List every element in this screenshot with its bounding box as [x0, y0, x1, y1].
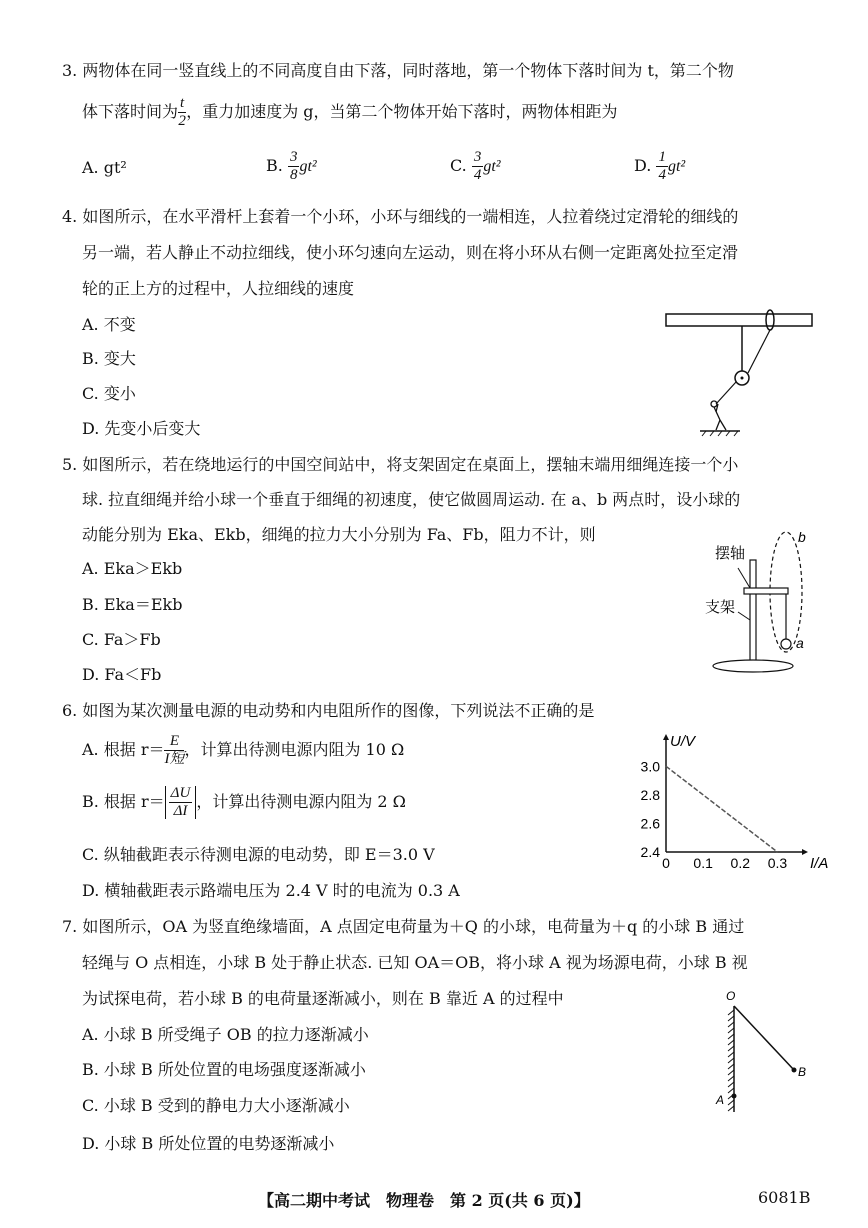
- option-text: ，计算出待测电源内阻为 2 Ω: [196, 792, 406, 811]
- q4-option-d[interactable]: D. 先变小后变大: [82, 419, 201, 438]
- hatch-line: [728, 1058, 734, 1063]
- q4-stem-line2: 另一端，若人静止不动拉细线，使小环匀速向左运动，则在将小环从右侧一定距离处拉至定滑: [82, 243, 739, 262]
- frac-numerator: 3: [289, 149, 298, 165]
- option-label: B.: [266, 156, 283, 175]
- q6-option-c[interactable]: C. 纵轴截距表示待测电源的电动势，即 E＝3.0 V: [82, 845, 435, 864]
- hatch-line: [728, 1052, 734, 1057]
- q7-option-b[interactable]: B. 小球 B 所处位置的电场强度逐渐减小: [82, 1060, 366, 1079]
- frac-numerator: E: [164, 734, 184, 751]
- label-a: a: [796, 635, 804, 651]
- frac-numerator: 1: [658, 149, 666, 165]
- option-fraction: [169, 786, 193, 819]
- ball-b: [792, 1068, 797, 1073]
- y-axis-label: U/V: [670, 733, 696, 750]
- q4-option-a[interactable]: A. 不变: [82, 315, 136, 334]
- y-tick-label: 2.6: [640, 815, 660, 832]
- q3-option-d[interactable]: [634, 150, 685, 183]
- q7-wall-figure: [712, 986, 812, 1136]
- ring: [766, 310, 774, 330]
- frac-denominator: 2: [178, 113, 186, 129]
- x-tick-label: 0.3: [767, 855, 788, 871]
- x-axis-arrow: [802, 849, 808, 855]
- q5-option-b[interactable]: B. Eka＝Ekb: [82, 595, 183, 614]
- frac-denominator: I短: [164, 751, 185, 767]
- q7-stem-line3: 为试探电荷，若小球 B 的电荷量逐渐减小，则在 B 靠近 A 的过程中: [82, 989, 564, 1008]
- pivot-axis: [744, 588, 788, 594]
- q6-option-a[interactable]: [82, 734, 404, 767]
- option-fraction: [164, 734, 184, 767]
- q3-option-c[interactable]: [450, 150, 501, 183]
- hatch-line: [728, 1076, 734, 1081]
- series-line: [666, 766, 777, 852]
- hatch-line: [728, 1022, 734, 1027]
- q7-option-a[interactable]: A. 小球 B 所受绳子 OB 的拉力逐渐减小: [82, 1025, 369, 1044]
- stand-base: [713, 660, 793, 672]
- q6-stem: 6. 如图为某次测量电源的电动势和内电阻所作的图像，下列说法不正确的是: [62, 701, 595, 720]
- q5-stem-line1: 5. 如图所示，若在绕地运行的中国空间站中，将支架固定在桌面上，摆轴末端用细绳连接一个小: [62, 455, 739, 474]
- q5-option-d[interactable]: D. Fa＜Fb: [82, 665, 162, 684]
- option-fraction: [656, 150, 668, 183]
- x-tick-label: 0.1: [693, 855, 713, 871]
- pulley-axle: [741, 377, 744, 380]
- option-text: ，计算出待测电源内阻为 10 Ω: [184, 740, 405, 759]
- x-tick-label: 0: [662, 855, 670, 871]
- hatch-line: [728, 1070, 734, 1075]
- label-a: A: [716, 1093, 725, 1107]
- q3-stem-line1: 3. 两物体在同一竖直线上的不同高度自由下落，同时落地，第一个物体下落时间为 t，第二个物: [62, 61, 734, 80]
- hatch-line: [728, 1100, 734, 1105]
- thread: [716, 382, 736, 404]
- y-tick-label: 2.8: [640, 786, 660, 803]
- q7-option-d[interactable]: D. 小球 B 所处位置的电势逐渐减小: [82, 1134, 335, 1153]
- thread: [748, 330, 770, 373]
- page-code: 6081B: [758, 1188, 811, 1207]
- hatch-line: [728, 1088, 734, 1093]
- ball-a: [732, 1094, 737, 1099]
- hatch-line: [728, 1034, 734, 1039]
- q6-ui-chart: [628, 732, 829, 872]
- frac-denominator: 4: [658, 167, 666, 183]
- label-leader: [738, 568, 750, 588]
- label-axis: 摆轴: [714, 545, 746, 562]
- rope-ob: [734, 1006, 794, 1070]
- person-icon: [711, 401, 726, 430]
- option-expr: gt²: [483, 158, 501, 175]
- hatch-line: [728, 1082, 734, 1087]
- option-text: A. 根据 r＝: [82, 740, 165, 759]
- frac-denominator: ΔI: [173, 803, 188, 819]
- option-fraction: [288, 150, 300, 183]
- q3-option-b[interactable]: [266, 150, 317, 183]
- q3-stem-line2: [82, 96, 618, 129]
- q4-stem-line1: 4. 如图所示，在水平滑杆上套着一个小环，小环与细线的一端相连，人拉着绕过定滑轮的细线的: [62, 207, 739, 226]
- option-expr: gt²: [667, 158, 686, 175]
- q7-stem-line1: 7. 如图所示，OA 为竖直绝缘墙面，A 点固定电荷量为＋Q 的小球，电荷量为＋q 的小球 B 通过: [62, 917, 745, 936]
- frac-numerator: ΔU: [170, 785, 191, 801]
- option-label: C.: [450, 156, 467, 175]
- y-axis-arrow: [663, 734, 669, 740]
- q3-text: ，重力加速度为 g，当第二个物体开始下落时，两物体相距为: [186, 102, 618, 121]
- frac-denominator: 4: [473, 167, 482, 183]
- option-fraction: [472, 150, 484, 183]
- option-text: B. 根据 r＝: [82, 792, 165, 811]
- label-b: B: [798, 1065, 807, 1079]
- q3-fraction: [178, 96, 186, 129]
- frac-numerator: t: [180, 95, 185, 111]
- q3-text: 体下落时间为: [82, 102, 179, 121]
- option-expr: gt²: [299, 158, 317, 175]
- q4-option-b[interactable]: B. 变大: [82, 349, 136, 368]
- q5-option-a[interactable]: A. Eka＞Ekb: [82, 559, 183, 578]
- hatch-line: [728, 1016, 734, 1021]
- q5-stem-line3: 动能分别为 Eka、Ekb，细绳的拉力大小分别为 Fa、Fb，阻力不计，则: [82, 525, 596, 544]
- label-leader: [738, 612, 750, 620]
- q7-stem-line2: 轻绳与 O 点相连，小球 B 处于静止状态. 已知 OA＝OB，将小球 A 视为场源电荷，小球 B 视: [82, 953, 748, 972]
- q6-option-b[interactable]: [82, 786, 406, 819]
- q5-option-c[interactable]: C. Fa＞Fb: [82, 630, 161, 649]
- q4-option-c[interactable]: C. 变小: [82, 384, 136, 403]
- hatch-line: [728, 1046, 734, 1051]
- q5-pendulum-figure: [704, 520, 818, 680]
- hatch-line: [728, 1064, 734, 1069]
- q3-option-a[interactable]: A. gt²: [82, 158, 127, 177]
- page-footer-title: 【高二期中考试 物理卷 第 2 页(共 6 页)】: [258, 1191, 590, 1210]
- q4-stem-line3: 轮的正上方的过程中，人拉细线的速度: [82, 279, 355, 298]
- q4-pulley-figure: [660, 300, 820, 440]
- q5-stem-line2: 球. 拉直细绳并给小球一个垂直于细绳的初速度，使它做圆周运动. 在 a、b 两点时，设小球的: [82, 490, 741, 509]
- stand-pole: [750, 560, 756, 664]
- y-tick-label: 3.0: [640, 758, 660, 775]
- abs-value: [165, 786, 197, 819]
- hatch-line: [728, 1106, 734, 1111]
- frac-denominator: 8: [289, 167, 298, 183]
- hatch-line: [728, 1010, 734, 1015]
- label-o: O: [726, 989, 736, 1003]
- label-b: b: [798, 529, 806, 545]
- y-tick-label: 2.4: [640, 844, 660, 860]
- x-tick-label: 0.2: [730, 855, 751, 871]
- q7-option-c[interactable]: C. 小球 B 受到的静电力大小逐渐减小: [82, 1096, 350, 1115]
- slide-rod: [666, 314, 812, 326]
- frac-numerator: 3: [473, 149, 482, 165]
- label-stand: 支架: [704, 599, 736, 616]
- hatch-line: [728, 1028, 734, 1033]
- q6-option-d[interactable]: D. 横轴截距表示路端电压为 2.4 V 时的电流为 0.3 A: [82, 881, 460, 900]
- ball-a: [781, 639, 791, 649]
- option-label: D.: [634, 156, 652, 175]
- x-axis-label: I/A: [810, 855, 829, 872]
- hatch-line: [728, 1040, 734, 1045]
